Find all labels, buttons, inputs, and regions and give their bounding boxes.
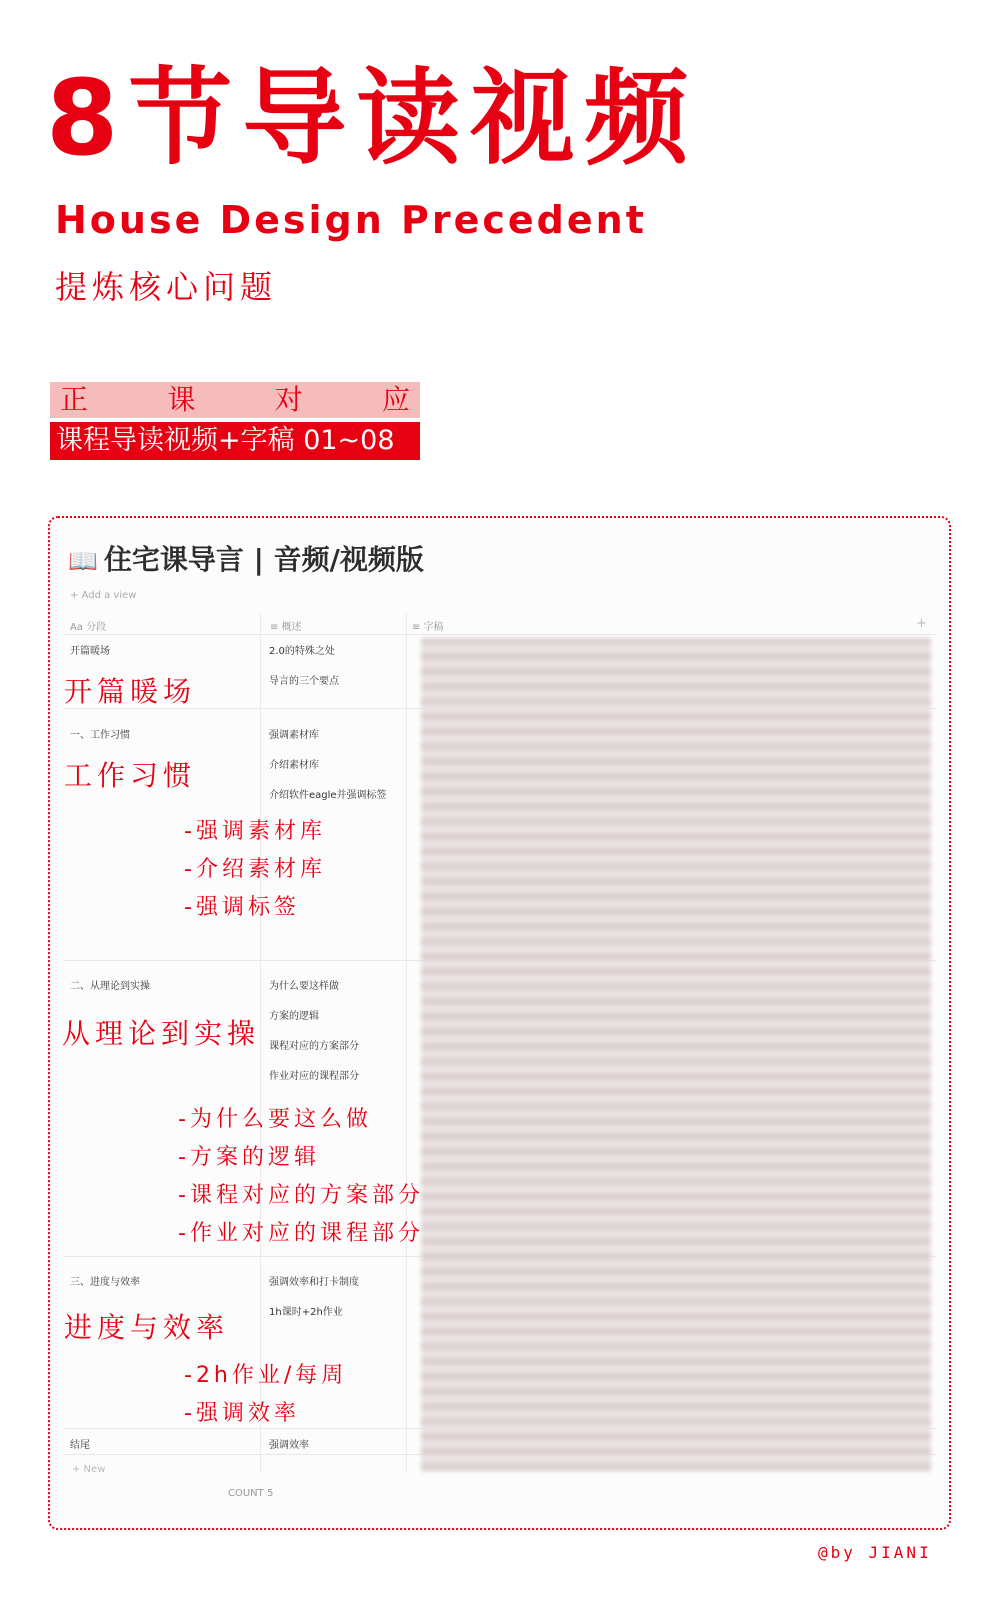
video-label-tag: 课程导读视频+字稿 01~08 [50, 422, 420, 460]
overview-cell: 强调素材库 [269, 730, 319, 741]
segment-cell: 二、从理论到实操 [70, 981, 150, 992]
column-header-segment[interactable]: Aa 分段 [70, 622, 107, 633]
handwritten-annotation: 进度与效率 [64, 1311, 230, 1344]
annotation-bullet: -作业对应的课程部分 [178, 1221, 424, 1246]
handwritten-annotation: 从理论到实操 [62, 1017, 261, 1050]
new-row-button[interactable]: + New [72, 1464, 106, 1475]
database-title [68, 538, 424, 578]
overview-cell: 作业对应的课程部分 [269, 1071, 359, 1082]
overview-cell: 强调效率和打卡制度 [269, 1277, 359, 1288]
annotation-bullet: -课程对应的方案部分 [178, 1183, 424, 1208]
overview-cell: 强调效率 [269, 1440, 309, 1451]
tag-char: 应 [381, 383, 410, 416]
overview-cell: 课程对应的方案部分 [269, 1041, 359, 1052]
segment-cell: 一、工作习惯 [70, 730, 130, 741]
tag-char: 课 [167, 383, 196, 416]
annotation-bullet: -为什么要这么做 [178, 1107, 372, 1132]
overview-cell: 为什么要这样做 [269, 981, 339, 992]
segment-cell: 开篇暖场 [70, 646, 110, 657]
add-column-icon[interactable]: + [916, 616, 927, 631]
annotation-bullet: -强调素材库 [184, 819, 326, 844]
database-title-text: 住宅课导言 | 音频/视频版 [103, 543, 424, 576]
overview-cell: 方案的逻辑 [269, 1011, 319, 1022]
overview-cell: 介绍软件eagle并强调标签 [269, 790, 387, 801]
add-view-button[interactable]: + Add a view [70, 590, 137, 601]
database-screenshot-panel [48, 516, 951, 1530]
overview-cell: 导言的三个要点 [269, 676, 339, 687]
chinese-subtitle: 提炼核心问题 [55, 268, 278, 306]
row-divider [64, 634, 936, 635]
annotation-bullet: -强调效率 [184, 1401, 300, 1426]
handwritten-annotation: 开篇暖场 [64, 675, 197, 708]
overview-cell: 2.0的特殊之处 [269, 646, 335, 657]
column-divider [260, 614, 261, 1472]
handwritten-annotation: 工作习惯 [64, 759, 197, 792]
english-subtitle: House Design Precedent [55, 198, 647, 242]
segment-cell: 三、进度与效率 [70, 1277, 140, 1288]
author-credit: @by JIANI [818, 1543, 932, 1562]
tag-char: 正 [60, 383, 89, 416]
page-title: 8节导读视频 [46, 57, 699, 179]
tag-char: 对 [274, 383, 303, 416]
annotation-bullet: -2h作业/每周 [184, 1363, 348, 1388]
row-count: COUNT 5 [228, 1488, 274, 1499]
annotation-bullet: -方案的逻辑 [178, 1145, 320, 1170]
segment-cell: 结尾 [70, 1440, 90, 1451]
overview-cell: 1h课时+2h作业 [269, 1307, 343, 1318]
course-correspondence-tag [50, 382, 420, 418]
overview-cell: 介绍素材库 [269, 760, 319, 771]
open-book-icon: 📖 [68, 547, 98, 575]
column-header-transcript[interactable]: ≡ 字稿 [412, 622, 444, 633]
annotation-bullet: -强调标签 [184, 895, 300, 920]
column-divider [406, 614, 407, 1472]
blurred-transcript-column [421, 638, 931, 1472]
annotation-bullet: -介绍素材库 [184, 857, 326, 882]
column-header-overview[interactable]: ≡ 概述 [270, 622, 302, 633]
